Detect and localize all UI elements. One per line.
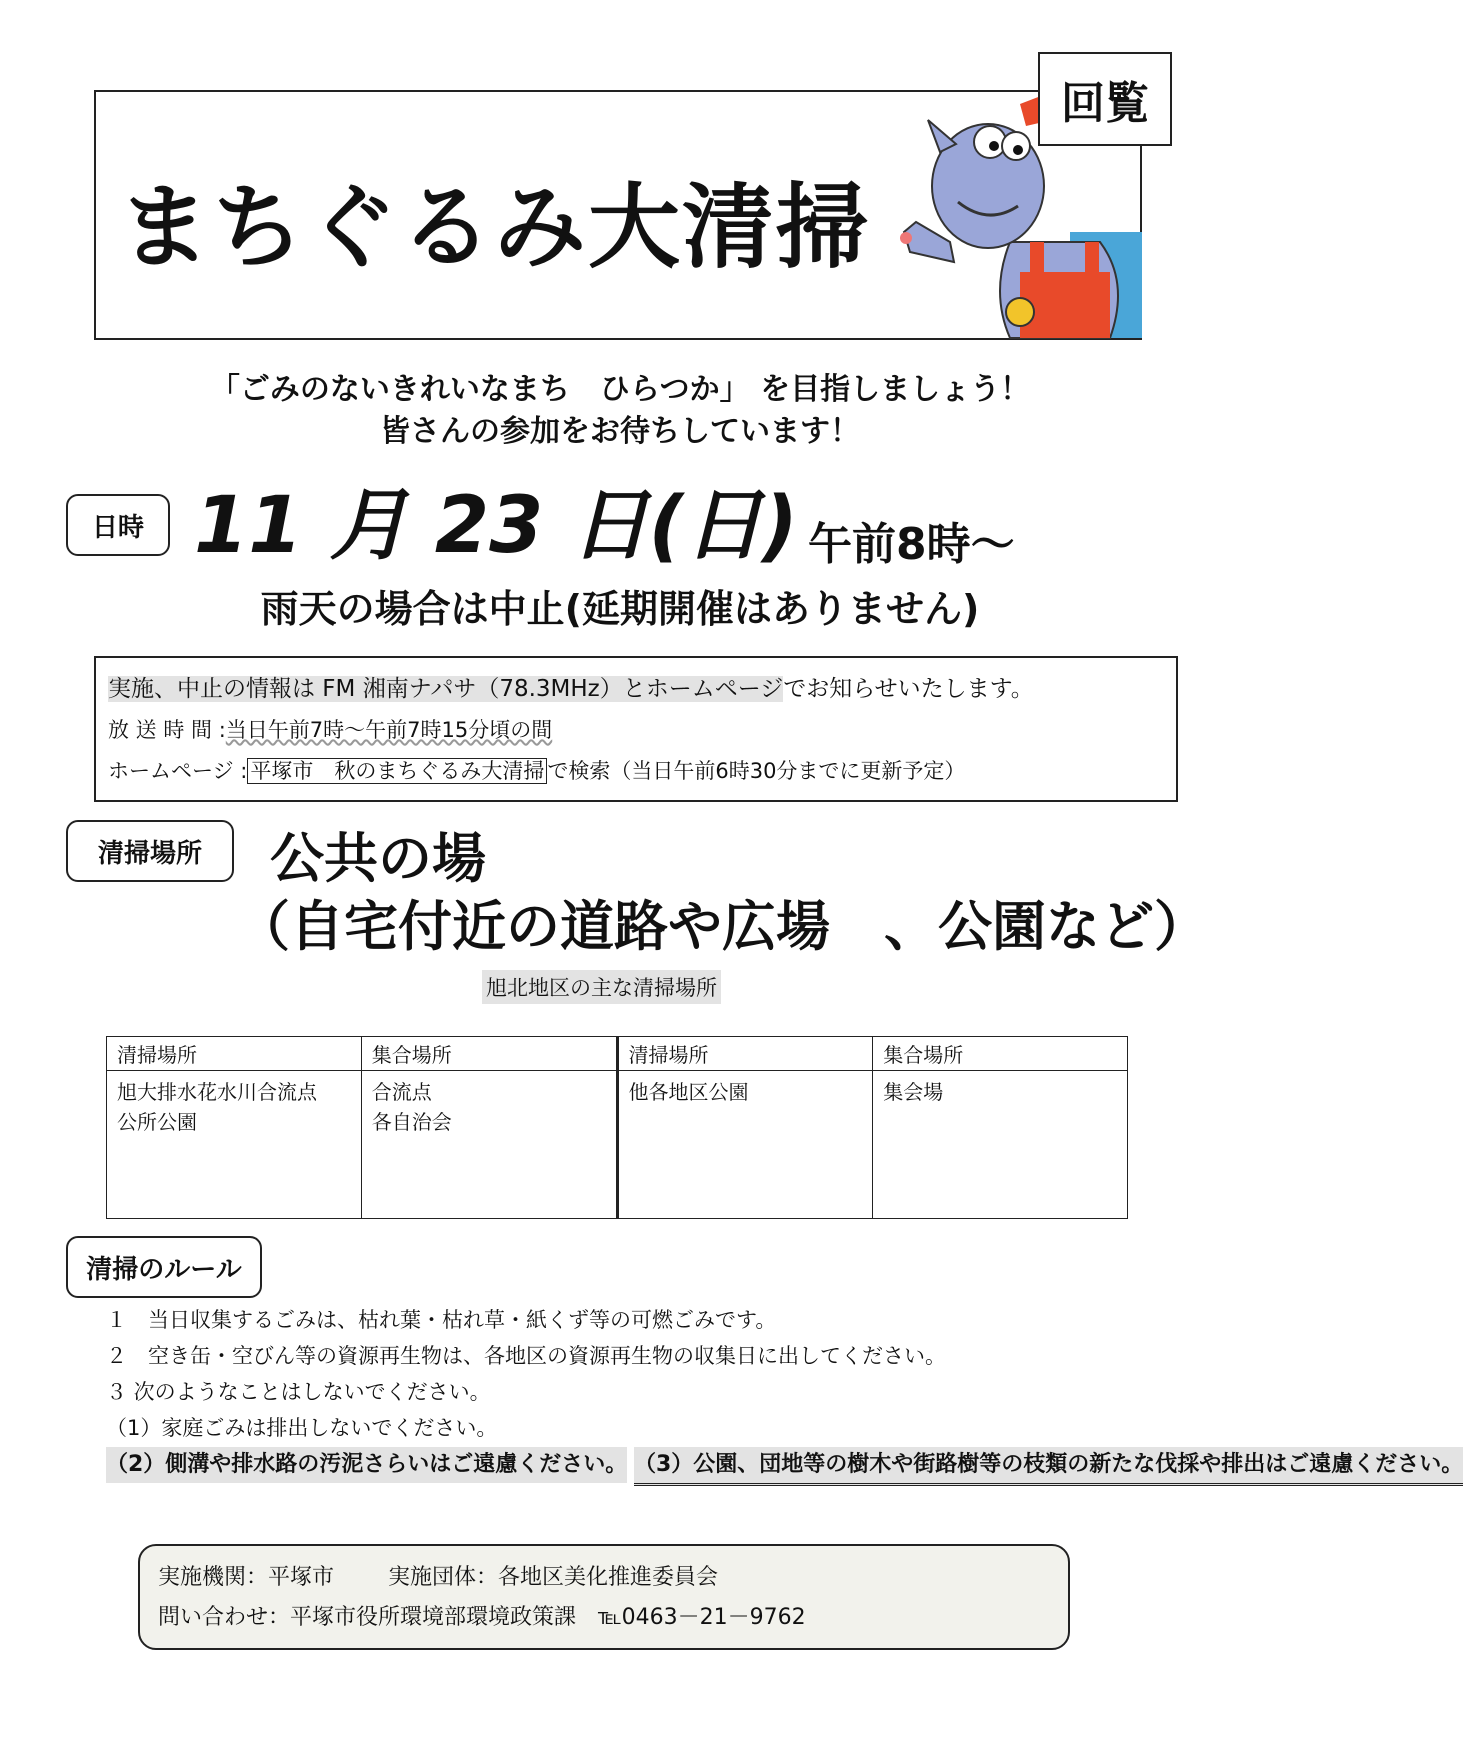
table-cell: 集会場 — [873, 1071, 1128, 1219]
footer-contact: 問い合わせ：平塚市役所環境部環境政策課 ℡0463－21－9762 — [158, 1605, 806, 1630]
rules-list — [106, 1302, 1463, 1486]
table-caption: 旭北地区の主な清掃場所 — [482, 970, 721, 1004]
rule-item: ３ 次のようなことはしないでください。 — [106, 1380, 491, 1404]
homepage-search-term: 平塚市 秋のまちぐるみ大清掃 — [247, 758, 547, 784]
table-row — [107, 1071, 1128, 1219]
implementing-agency: 実施機関：平塚市 — [158, 1565, 335, 1590]
page-title: まちぐるみ大清掃 — [118, 174, 871, 281]
slogan-line-1: 「ごみのないきれいなまち ひらつか」 を目指しましょう！ — [209, 372, 1031, 407]
table-header-row — [107, 1037, 1128, 1071]
info-line-1-highlight: 実施、中止の情報は FM 湘南ナパサ（78.3MHz）とホームページ — [108, 676, 784, 702]
rain-note: 雨天の場合は中止(延期開催はありません) — [260, 587, 980, 631]
location-line-1: 公共の場 — [270, 827, 486, 890]
info-line-1-rest: でお知らせいたします。 — [783, 676, 1034, 702]
rules-label: 清掃のルール — [66, 1236, 262, 1298]
broadcast-value: 当日午前7時～午前7時15分頃の間 — [225, 718, 553, 742]
info-line-1 — [108, 670, 1034, 703]
footer-line-1 — [158, 1560, 718, 1591]
table-header-cell: 集合場所 — [361, 1037, 617, 1071]
homepage-rest: で検索（当日午前6時30分までに更新予定） — [547, 759, 966, 783]
location-label: 清掃場所 — [66, 820, 234, 882]
slogan-line-2: 皆さんの参加をお待ちしています！ — [380, 414, 860, 449]
location-line-2: （自宅付近の道路や広場 、公園など） — [236, 895, 1208, 958]
event-time: 午前8時～ — [808, 519, 1015, 570]
implementing-group: 実施団体：各地区美化推進委員会 — [388, 1565, 719, 1590]
rule-item: （3）公園、団地等の樹木や街路樹等の枝類の新たな伐採や排出はご遠慮ください。 — [634, 1447, 1463, 1486]
broadcast-time-row — [108, 714, 552, 744]
homepage-row — [108, 755, 965, 785]
rule-item: （1）家庭ごみは排出しないでください。 — [106, 1416, 498, 1440]
cleaning-places-table — [106, 1036, 1128, 1219]
table-cell: 旭大排水花水川合流点 公所公園 — [107, 1071, 362, 1219]
rule-item: ２ 空き缶・空びん等の資源再生物は、各地区の資源再生物の収集日に出してください。 — [106, 1344, 946, 1368]
rule-item: １ 当日収集するごみは、枯れ葉・枯れ草・紙くず等の可燃ごみです。 — [106, 1308, 777, 1332]
broadcast-label: 放 送 時 間 : — [108, 718, 226, 742]
rule-item: （2）側溝や排水路の汚泥さらいはご遠慮ください。 — [106, 1447, 627, 1483]
circular-badge: 回覧 — [1038, 52, 1172, 146]
table-cell: 合流点 各自治会 — [361, 1071, 617, 1219]
table-header-cell: 集合場所 — [873, 1037, 1128, 1071]
table-header-cell: 清掃場所 — [107, 1037, 362, 1071]
datetime-label: 日時 — [66, 494, 170, 556]
table-header-cell: 清掃場所 — [617, 1037, 873, 1071]
table-cell: 他各地区公園 — [617, 1071, 873, 1219]
event-date: 11 月 23 日(日) — [194, 481, 798, 571]
homepage-label: ホームページ : — [108, 759, 248, 783]
